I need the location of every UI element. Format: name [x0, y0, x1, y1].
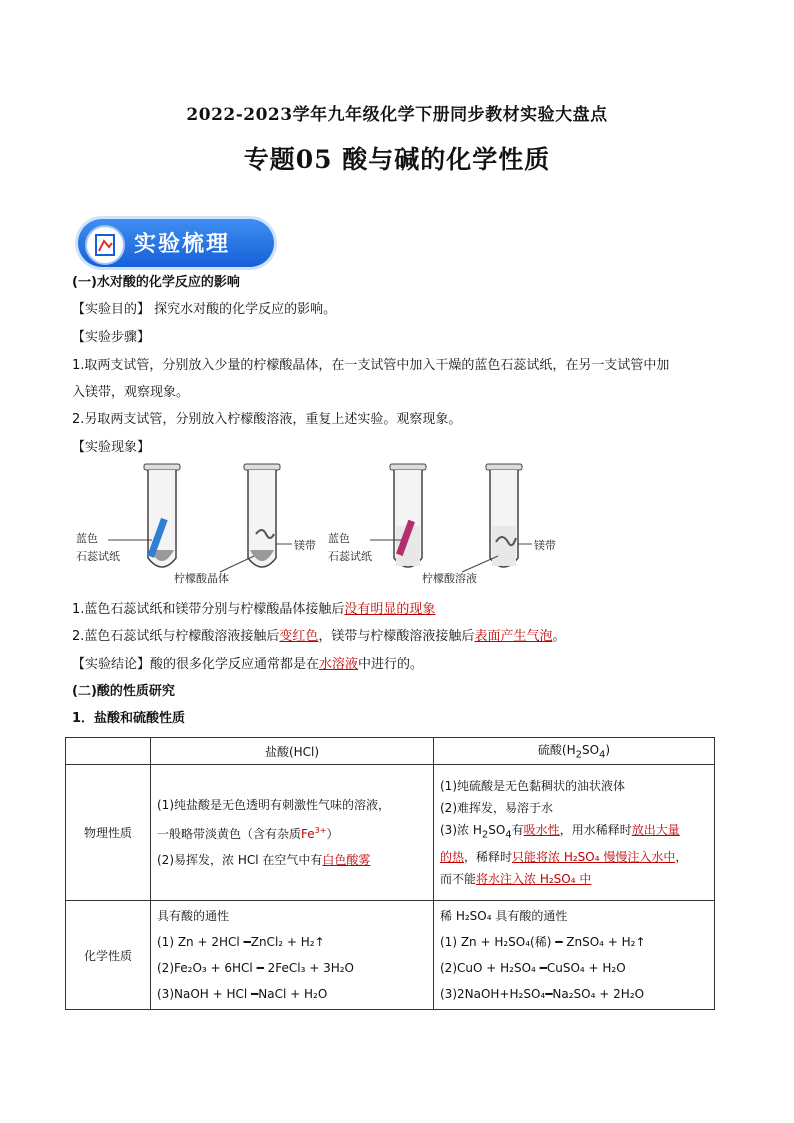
chem-hcl-line-2: (2)Fe₂O₃ + 6HCl ━ 2FeCl₃ + 3H₂O — [157, 961, 354, 975]
banner-label: 实验梳理 — [134, 232, 231, 257]
cell-chem-h2so4 — [434, 901, 715, 1010]
cell-phys-hcl — [151, 765, 434, 901]
document-title: 专题05 酸与碱的化学性质 — [243, 145, 551, 174]
step1-line2: 入镁带，观察现象。 — [72, 385, 190, 400]
conclusion-text-b: 中进行的。 — [358, 657, 424, 672]
header-blank-cell — [66, 738, 151, 765]
table-row-chemical — [66, 901, 715, 1010]
caption-solution: 柠檬酸溶液 — [422, 572, 477, 585]
phys-h2so4-line-3: (3)浓 $H_2SO_4$有吸水性，用水稀释时放出大量 — [440, 822, 680, 841]
header-hcl: 盐酸(HCl) — [151, 738, 434, 765]
purpose-line — [72, 300, 336, 320]
purpose-label: 【实验目的】 — [72, 302, 151, 317]
phenomenon-label: 【实验现象】 — [72, 440, 151, 455]
purpose-text: 探究水对酸的化学反应的影响。 — [154, 302, 337, 317]
conclusion-line — [72, 655, 423, 675]
conclusion-label: 【实验结论】 — [72, 657, 151, 672]
test-tube-1 — [144, 464, 180, 567]
test-tubes-illustration — [70, 460, 570, 592]
table-header-row — [66, 738, 715, 765]
steps-label: 【实验步骤】 — [72, 330, 151, 345]
document-subtitle: 2022-2023学年九年级化学下册同步教材实验大盘点 — [186, 105, 608, 125]
phys-hcl-line-3: (2)易挥发，浓 HCl 在空气中有白色酸雾 — [157, 853, 371, 867]
section-banner — [78, 219, 274, 267]
acid-properties-table — [65, 737, 715, 1010]
obs2-text-b: ，镁带与柠檬酸溶液接触后 — [318, 629, 475, 644]
row-label-chemical: 化学性质 — [66, 901, 151, 1010]
obs2-answer-a: 变红色 — [279, 629, 319, 644]
step2-line: 2.另取两支试管，分别放入柠檬酸溶液，重复上述实验。观察现象。 — [72, 412, 462, 427]
row-label-physical: 物理性质 — [66, 765, 151, 901]
test-tube-4 — [486, 464, 532, 567]
observation-1 — [72, 600, 435, 620]
phys-h2so4-line-1: (1)纯硫酸是无色黏稠状的油状液体 — [440, 778, 625, 793]
chem-hcl-line-3: (3)NaOH + HCl ━NaCl + H₂O — [157, 987, 328, 1001]
obs2-answer-b: 表面产生气泡 — [474, 629, 553, 644]
caption-crystal: 柠檬酸晶体 — [174, 572, 229, 585]
label-mg-2: 镁带 — [534, 539, 556, 552]
label-litmus-b: 石蕊试纸 — [76, 550, 120, 563]
label-litmus2-b: 石蕊试纸 — [328, 550, 372, 563]
table-row-physical — [66, 765, 715, 901]
experiment-figure — [70, 460, 570, 592]
observation-2 — [72, 627, 565, 647]
chem-hcl-line-1: (1) Zn + 2HCl ━ZnCl₂ + H₂↑ — [157, 935, 325, 949]
test-tube-2 — [244, 464, 292, 567]
step1-line1: 1.取两支试管，分别放入少量的柠檬酸晶体，在一支试管中加入干燥的蓝色石蕊试纸，在另一支试管中加 — [72, 358, 670, 373]
label-mg-1: 镁带 — [294, 539, 316, 552]
phys-h2so4-line-4: 的热，稀释时只能将浓 H₂SO₄ 慢慢注入水中， — [440, 850, 688, 865]
cell-phys-h2so4 — [434, 765, 715, 901]
obs1-text: 1.蓝色石蕊试纸和镁带分别与柠檬酸晶体接触后 — [72, 602, 345, 617]
chem-h2so4-line-1: (1) Zn + H₂SO₄(稀) ━ ZnSO₄ + H₂↑ — [440, 935, 646, 949]
section2-heading: (二)酸的性质研究 — [72, 684, 175, 699]
phys-hcl-line-2: 一般略带淡黄色（含有杂质$Fe^{3+}$） — [157, 826, 339, 841]
chem-hcl-line-0: 具有酸的通性 — [157, 909, 230, 923]
chem-h2so4-line-3: (3)2NaOH+H₂SO₄━Na₂SO₄ + 2H₂O — [440, 987, 645, 1001]
phys-hcl-line-1: (1)纯盐酸是无色透明有刺激性气味的溶液， — [157, 798, 390, 812]
conclusion-text-a: 酸的很多化学反应通常都是在 — [150, 657, 320, 672]
chemistry-flask-icon — [85, 225, 125, 265]
label-litmus-a: 蓝色 — [76, 532, 98, 545]
phys-h2so4-line-2: (2)难挥发，易溶于水 — [440, 800, 553, 815]
obs1-answer: 没有明显的现象 — [344, 602, 436, 617]
obs2-text-c: 。 — [552, 629, 566, 644]
section1-heading: (一)水对酸的化学反应的影响 — [72, 275, 240, 290]
obs2-text-a: 2.蓝色石蕊试纸与柠檬酸溶液接触后 — [72, 629, 280, 644]
label-litmus2-a: 蓝色 — [328, 532, 350, 545]
chem-h2so4-line-0: 稀 H₂SO₄ 具有酸的通性 — [440, 909, 568, 923]
section2-subheading: 1．盐酸和硫酸性质 — [72, 711, 186, 726]
chem-h2so4-line-2: (2)CuO + H₂SO₄ ━CuSO₄ + H₂O — [440, 961, 626, 975]
phys-h2so4-line-5: 而不能将水注入浓 H₂SO₄ 中 — [440, 872, 592, 887]
test-tube-3 — [390, 464, 426, 567]
header-h2so4: 硫酸$(H_2SO_4)$ — [434, 738, 715, 765]
cell-chem-hcl — [151, 901, 434, 1010]
conclusion-answer: 水溶液 — [319, 657, 359, 672]
